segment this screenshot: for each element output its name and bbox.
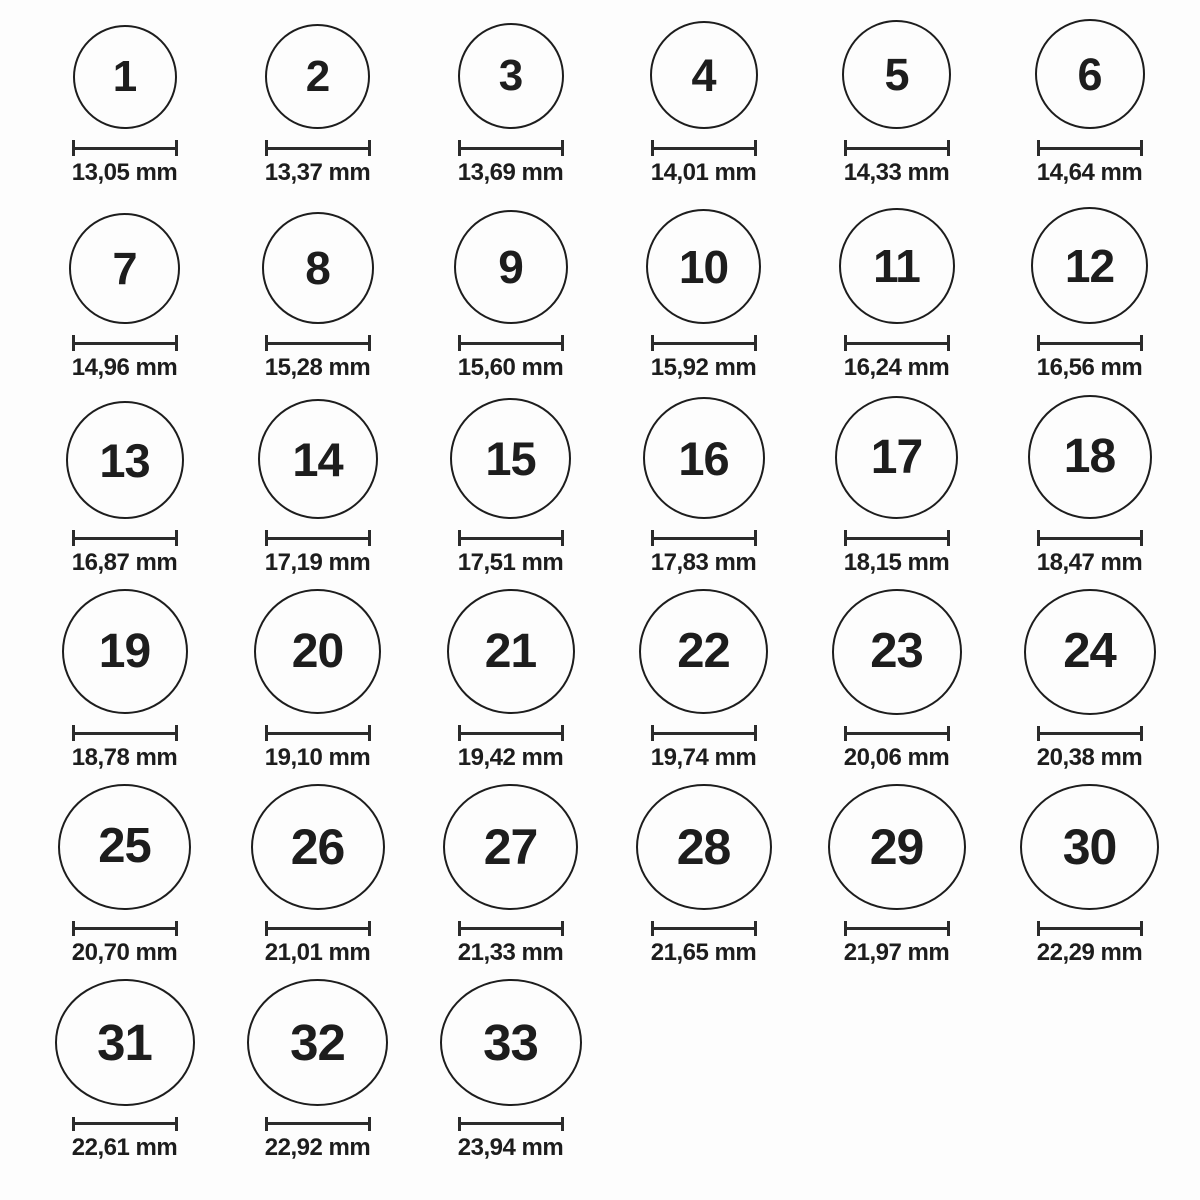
diameter-dimension-line (265, 335, 371, 351)
diameter-dimension-line (844, 140, 950, 156)
ring-size-number: 28 (676, 819, 731, 876)
ring-circle (458, 23, 564, 129)
ring-circle (835, 396, 958, 519)
ring-size-number: 23 (870, 624, 923, 679)
diameter-label: 23,94 mm (457, 1134, 564, 1161)
ring-size-item (800, 199, 993, 394)
ring-size-number: 30 (1062, 819, 1117, 876)
ring-size-item (414, 4, 607, 199)
diameter-dimension-line (72, 140, 178, 156)
diameter-label: 20,70 mm (71, 939, 178, 966)
ring-circle (440, 979, 582, 1106)
ring-circle (58, 784, 191, 910)
diameter-label: 22,61 mm (71, 1134, 178, 1161)
ring-size-number: 9 (498, 241, 523, 293)
ring-size-item (221, 394, 414, 589)
ring-circle (443, 784, 578, 910)
ring-size-number: 11 (873, 240, 920, 292)
ring-size-item (221, 589, 414, 784)
diameter-label: 21,65 mm (650, 939, 757, 966)
ring-circle (450, 398, 571, 519)
ring-circle (265, 24, 370, 129)
diameter-dimension-line (844, 921, 950, 936)
diameter-dimension-line (651, 335, 757, 351)
diameter-label: 16,24 mm (843, 354, 950, 381)
ring-size-item (993, 784, 1186, 979)
diameter-dimension-line (265, 530, 371, 546)
diameter-label: 15,28 mm (264, 354, 371, 381)
ring-size-item (607, 589, 800, 784)
ring-circle (1020, 784, 1159, 910)
diameter-label: 22,29 mm (1036, 939, 1143, 966)
diameter-label: 19,74 mm (650, 744, 757, 771)
ring-size-number: 27 (483, 819, 538, 876)
diameter-dimension-line (651, 530, 757, 546)
diameter-label: 21,01 mm (264, 939, 371, 966)
ring-size-item (607, 784, 800, 979)
ring-circle (262, 212, 374, 324)
ring-size-number: 25 (98, 819, 151, 874)
ring-size-item (28, 4, 221, 199)
ring-size-number: 29 (869, 819, 924, 876)
ring-size-item (28, 199, 221, 394)
ring-circle (636, 784, 772, 910)
diameter-dimension-line (72, 335, 178, 351)
ring-size-item (28, 394, 221, 589)
ring-size-number: 7 (112, 243, 137, 294)
ring-size-number: 10 (678, 240, 729, 293)
ring-circle (69, 213, 180, 324)
diameter-dimension-line (458, 1117, 564, 1131)
diameter-dimension-line (72, 530, 178, 546)
ring-size-number: 16 (678, 431, 729, 485)
ring-size-chart (28, 4, 1186, 1174)
ring-size-number: 20 (291, 624, 344, 678)
diameter-dimension-line (844, 335, 950, 351)
diameter-label: 14,01 mm (650, 159, 757, 186)
diameter-dimension-line (72, 725, 178, 741)
diameter-label: 20,06 mm (843, 744, 950, 771)
diameter-dimension-line (1037, 921, 1143, 936)
ring-size-item (414, 394, 607, 589)
diameter-dimension-line (265, 1117, 371, 1131)
diameter-dimension-line (458, 335, 564, 351)
diameter-dimension-line (651, 140, 757, 156)
ring-size-number: 18 (1063, 430, 1116, 483)
ring-size-number: 2 (305, 51, 330, 101)
ring-circle (73, 25, 177, 129)
diameter-dimension-line (458, 725, 564, 741)
ring-size-number: 14 (292, 432, 343, 486)
ring-circle (842, 20, 951, 129)
diameter-label: 14,64 mm (1036, 159, 1143, 186)
diameter-label: 16,87 mm (71, 549, 178, 576)
diameter-label: 13,69 mm (457, 159, 564, 186)
ring-circle (454, 210, 568, 324)
ring-size-item (607, 199, 800, 394)
diameter-label: 21,33 mm (457, 939, 564, 966)
ring-size-number: 12 (1064, 239, 1115, 292)
diameter-label: 14,33 mm (843, 159, 950, 186)
ring-size-item (28, 784, 221, 979)
diameter-label: 13,05 mm (71, 159, 178, 186)
ring-size-number: 1 (112, 52, 137, 101)
ring-circle (1035, 19, 1145, 129)
diameter-label: 20,38 mm (1036, 744, 1143, 771)
ring-circle (828, 784, 966, 910)
ring-circle (1024, 589, 1156, 715)
ring-circle (66, 401, 184, 519)
ring-size-item (221, 784, 414, 979)
ring-size-number: 33 (483, 1013, 538, 1071)
ring-circle (62, 589, 188, 714)
ring-size-item (800, 394, 993, 589)
ring-size-number: 8 (305, 242, 330, 294)
ring-size-item (607, 4, 800, 199)
ring-circle (1028, 395, 1152, 519)
diameter-label: 17,51 mm (457, 549, 564, 576)
diameter-dimension-line (265, 725, 371, 741)
diameter-dimension-line (458, 921, 564, 936)
ring-circle (258, 399, 378, 519)
ring-circle (646, 209, 761, 324)
diameter-dimension-line (1037, 140, 1143, 156)
diameter-label: 18,47 mm (1036, 549, 1143, 576)
ring-size-number: 31 (97, 1013, 152, 1071)
ring-size-number: 32 (290, 1013, 345, 1071)
diameter-label: 21,97 mm (843, 939, 950, 966)
diameter-dimension-line (265, 140, 371, 156)
ring-size-item (800, 4, 993, 199)
ring-circle (839, 208, 955, 324)
diameter-label: 17,83 mm (650, 549, 757, 576)
ring-size-item (221, 199, 414, 394)
ring-size-item (607, 394, 800, 589)
diameter-label: 14,96 mm (71, 354, 178, 381)
ring-size-number: 4 (691, 49, 716, 101)
ring-size-number: 15 (485, 432, 536, 485)
diameter-label: 22,92 mm (264, 1134, 371, 1161)
diameter-label: 17,19 mm (264, 549, 371, 576)
diameter-dimension-line (72, 921, 178, 936)
diameter-label: 13,37 mm (264, 159, 371, 186)
ring-circle (447, 589, 575, 714)
ring-size-item (221, 4, 414, 199)
diameter-dimension-line (72, 1117, 178, 1131)
ring-size-number: 24 (1063, 624, 1116, 679)
ring-size-number: 17 (870, 430, 923, 484)
ring-size-number: 19 (98, 624, 151, 678)
ring-size-number: 26 (290, 818, 345, 875)
ring-circle (254, 589, 381, 714)
diameter-dimension-line (651, 725, 757, 741)
diameter-dimension-line (458, 530, 564, 546)
diameter-dimension-line (1037, 726, 1143, 741)
ring-size-number: 5 (884, 49, 909, 100)
diameter-dimension-line (844, 530, 950, 546)
diameter-label: 19,42 mm (457, 744, 564, 771)
ring-circle (251, 784, 385, 910)
ring-size-item (414, 784, 607, 979)
ring-circle (247, 979, 388, 1106)
ring-circle (55, 979, 195, 1106)
diameter-label: 15,92 mm (650, 354, 757, 381)
ring-size-number: 21 (484, 624, 537, 678)
ring-size-item (28, 979, 221, 1174)
ring-circle (643, 397, 765, 519)
ring-size-item (800, 784, 993, 979)
ring-size-item (414, 199, 607, 394)
ring-size-item (414, 589, 607, 784)
diameter-dimension-line (458, 140, 564, 156)
diameter-dimension-line (265, 921, 371, 936)
ring-size-item (993, 589, 1186, 784)
ring-size-number: 13 (99, 433, 150, 487)
diameter-label: 19,10 mm (264, 744, 371, 771)
diameter-label: 18,78 mm (71, 744, 178, 771)
ring-circle (650, 21, 758, 129)
ring-size-item (221, 979, 414, 1174)
ring-size-number: 22 (677, 624, 730, 679)
diameter-dimension-line (1037, 335, 1143, 351)
diameter-dimension-line (1037, 530, 1143, 546)
ring-size-item (993, 4, 1186, 199)
diameter-label: 15,60 mm (457, 354, 564, 381)
diameter-dimension-line (844, 726, 950, 741)
ring-size-item (993, 394, 1186, 589)
ring-size-number: 6 (1077, 48, 1102, 100)
ring-circle (639, 589, 768, 714)
diameter-dimension-line (651, 921, 757, 936)
ring-size-item (414, 979, 607, 1174)
ring-size-item (28, 589, 221, 784)
ring-size-item (800, 589, 993, 784)
diameter-label: 18,15 mm (843, 549, 950, 576)
ring-circle (1031, 207, 1148, 324)
ring-size-number: 3 (498, 51, 523, 100)
ring-size-item (993, 199, 1186, 394)
diameter-label: 16,56 mm (1036, 354, 1143, 381)
ring-circle (832, 589, 962, 715)
